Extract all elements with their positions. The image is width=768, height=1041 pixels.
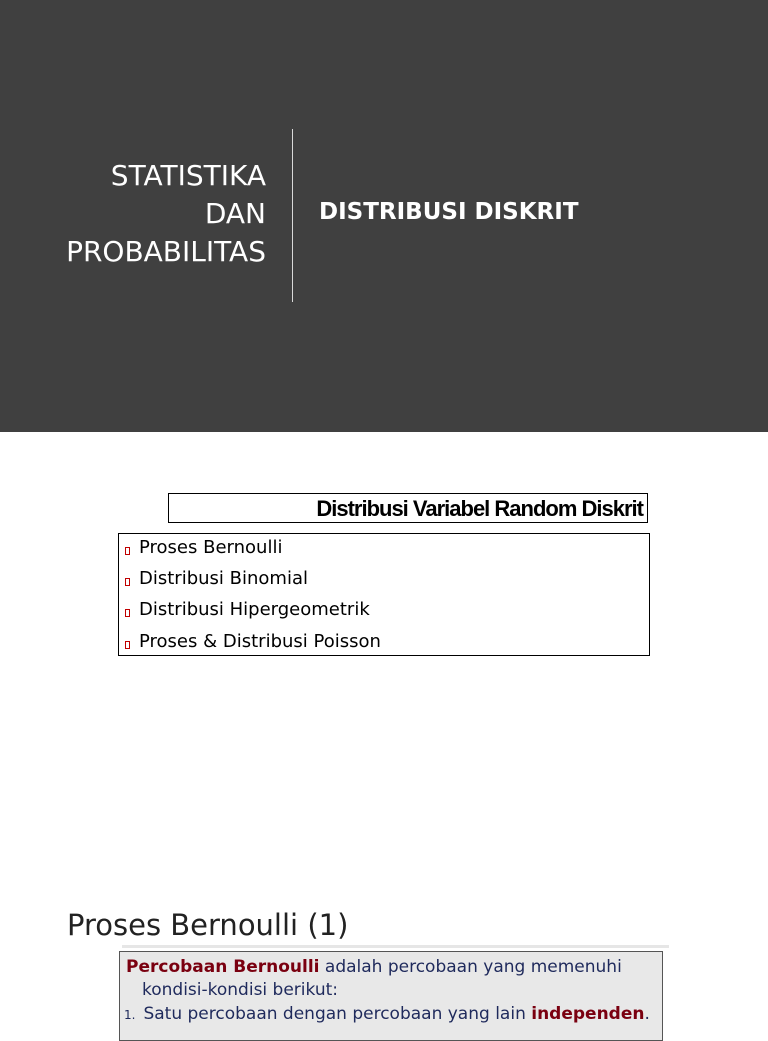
condition-item: [124, 1004, 650, 1024]
definition-text: adalah percobaan yang memenuhi: [319, 957, 622, 977]
box-top-rule: [122, 945, 669, 948]
condition-text: Satu percobaan dengan percobaan yang lain: [143, 1004, 532, 1024]
condition-end: .: [644, 1004, 650, 1024]
list-item: [125, 594, 370, 624]
course-title-line-3: PROBABILITAS: [66, 235, 266, 268]
square-bullet-icon: [125, 609, 130, 617]
item-number: 1.: [124, 1008, 136, 1022]
list-item-label: Proses & Distribusi Poisson: [139, 630, 381, 652]
list-item: [125, 563, 308, 593]
list-item-label: Proses Bernoulli: [139, 536, 283, 558]
definition-line: [126, 957, 622, 977]
list-item: [125, 532, 282, 562]
outline-heading: Distribusi Variabel Random Diskrit: [316, 496, 643, 521]
defined-term: Percobaan Bernoulli: [126, 957, 320, 977]
bernoulli-slide: [0, 864, 768, 1024]
outline-list: [118, 533, 650, 656]
list-item-label: Distribusi Binomial: [139, 567, 308, 589]
course-title: [66, 157, 266, 271]
list-item: [125, 626, 381, 656]
title-slide: [0, 0, 768, 432]
outline-slide: [0, 432, 768, 864]
title-divider: [292, 129, 293, 302]
topic-title: DISTRIBUSI DISKRIT: [319, 199, 579, 225]
outline-heading-box: [168, 493, 648, 523]
square-bullet-icon: [125, 641, 130, 649]
definition-box: [119, 951, 663, 1041]
square-bullet-icon: [125, 547, 130, 555]
course-title-line-1: STATISTIKA: [110, 159, 266, 192]
slide-title: Proses Bernoulli (1): [67, 908, 349, 942]
list-item-label: Distribusi Hipergeometrik: [139, 598, 370, 620]
condition-emphasis: independen: [531, 1004, 645, 1024]
definition-continuation: kondisi-kondisi berikut:: [142, 980, 339, 1000]
square-bullet-icon: [125, 578, 130, 586]
course-title-line-2: DAN: [204, 197, 266, 230]
